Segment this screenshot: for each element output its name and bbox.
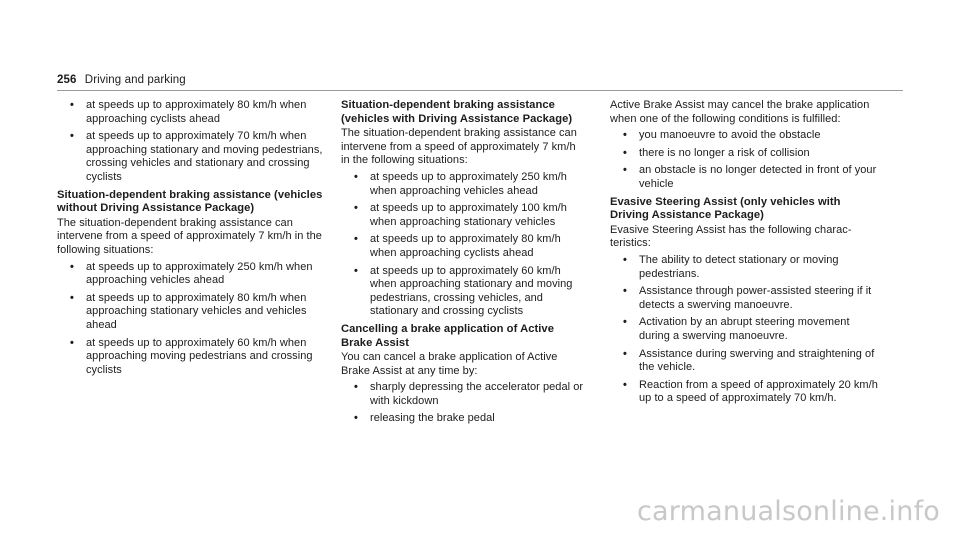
section-heading: Situation-dependent braking assistance (vehicles without Driving Assistance Package) (57, 188, 323, 215)
bullet-list (610, 129, 878, 191)
list-item: • an obstacle is no longer detected in front of your vehicle (623, 164, 878, 191)
watermark-link[interactable]: carmanualsonline.info (637, 496, 940, 527)
section-heading: Cancelling a brake application of Active Brake Assist (341, 322, 554, 349)
list-item: • Reaction from a speed of approximately 20 km/h up to a speed of approximately 70 km/h. (623, 379, 878, 406)
column-right (610, 99, 878, 410)
list-item: • at speeds up to approximately 80 km/h when approaching cyclists ahead (354, 233, 586, 260)
list-item: • Assistance through power-assisted steering if it detects a swerving manoeuvre. (623, 285, 878, 312)
list-item: • at speeds up to approximately 80 km/h when approaching stationary vehicles and vehicles ahead (70, 292, 327, 333)
list-item: • at speeds up to approximately 60 km/h when approaching moving pedestrians and crossing cyclists (70, 337, 327, 378)
column-middle (341, 99, 586, 430)
paragraph: You can cancel a brake application of Active Brake Assist at any time by: (341, 351, 558, 377)
bullet-list (610, 254, 878, 406)
paragraph: The situation-dependent braking assistance can intervene from a speed of approximately 7 km/h in the following situations: (341, 127, 577, 167)
list-item: • at speeds up to approximately 250 km/h when approaching vehicles ahead (70, 261, 327, 288)
list-item: • at speeds up to approximately 100 km/h when approaching stationary vehicles (354, 202, 586, 229)
list-item: • The ability to detect stationary or moving pedestrians. (623, 254, 878, 281)
list-item: • at speeds up to approximately 250 km/h when approaching vehicles ahead (354, 171, 586, 198)
list-item: • Assistance during swerving and straightening of the vehicle. (623, 348, 878, 375)
list-item: • at speeds up to approximately 80 km/h when approaching cyclists ahead (70, 99, 327, 126)
bullet-list (57, 261, 327, 378)
list-item: • Activation by an abrupt steering movement during a swerving manoeuvre. (623, 316, 878, 343)
column-left (57, 99, 327, 381)
page-number: 256 (57, 74, 77, 86)
section-heading: Situation-dependent braking assistance (vehicles with Driving Assistance Package) (341, 99, 573, 125)
list-item: • at speeds up to approximately 60 km/h when approaching stationary and moving pedestrians, crossing vehicles, and stationary and crossing cyclists (354, 265, 586, 319)
list-item: • at speeds up to approximately 70 km/h when approaching stationary and moving pedestrians, crossing vehicles and stationary and crossing cyclists (70, 130, 327, 184)
list-item: • you manoeuvre to avoid the obstacle (623, 129, 878, 143)
list-item: • sharply depressing the accelerator pedal or with kickdown (354, 381, 586, 408)
intro-bullet-list (57, 99, 327, 185)
bullet-list (341, 171, 586, 319)
paragraph: Evasive Steering Assist has the following characteristics: (610, 223, 852, 250)
section-title: Driving and parking (84, 74, 186, 86)
section-heading: Evasive Steering Assist (only vehicles with Driving Assistance Package) (610, 195, 841, 222)
list-item: • releasing the brake pedal (354, 412, 586, 426)
page-header (57, 74, 186, 86)
paragraph: Active Brake Assist may cancel the brake application when one of the following conditions is fulfilled: (610, 99, 870, 125)
bullet-list (341, 381, 586, 426)
header-divider (57, 90, 903, 91)
paragraph: The situation-dependent braking assistance can intervene from a speed of approximately 7 km/h in the following situations: (57, 216, 322, 256)
list-item: • there is no longer a risk of collision (623, 147, 878, 161)
